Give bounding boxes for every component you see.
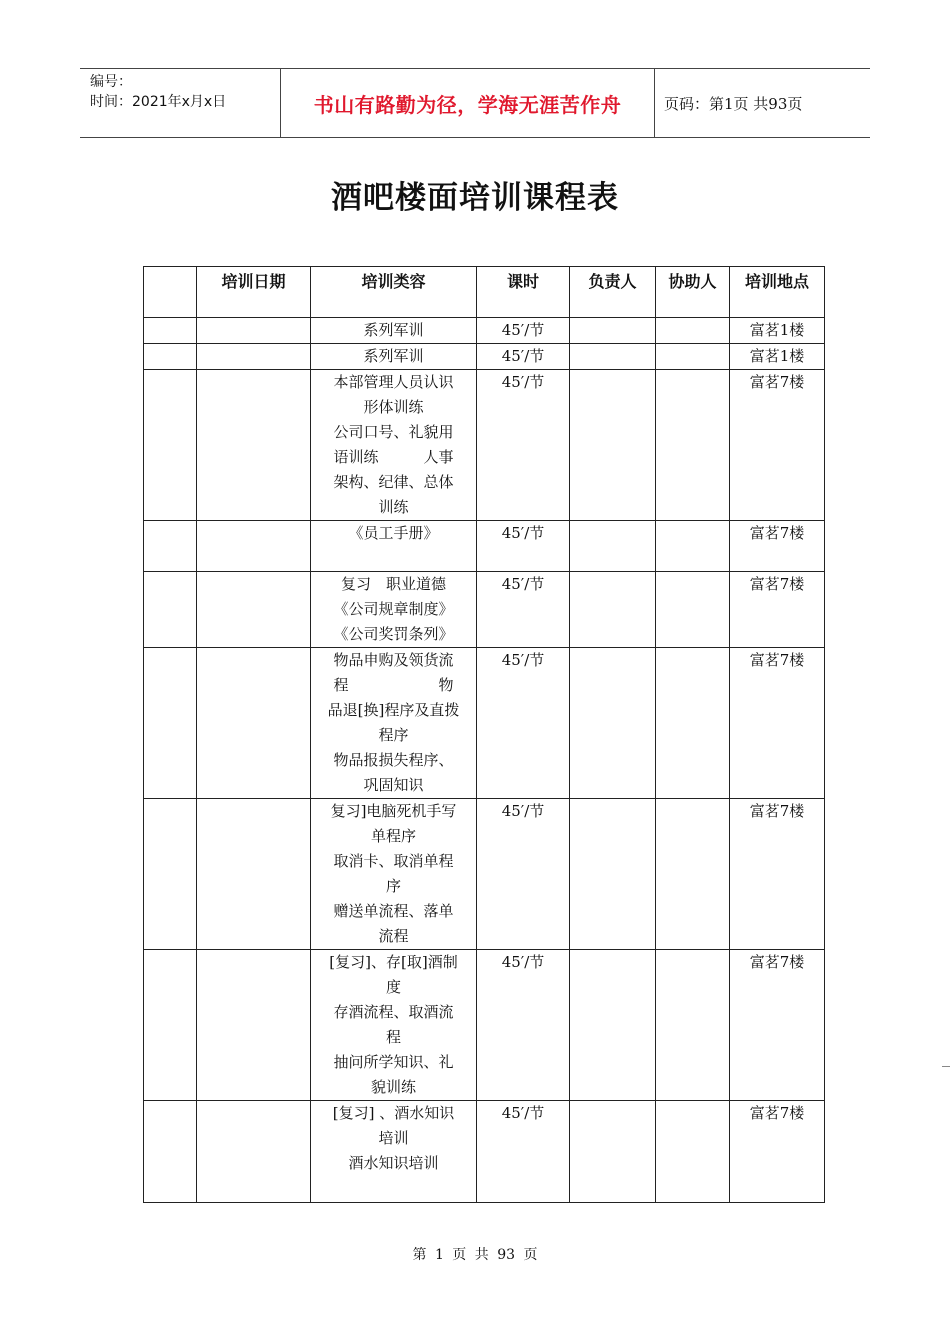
location-cell: 富茗7楼 — [730, 521, 825, 572]
hours-cell: 45′/节 — [477, 799, 570, 950]
index-cell — [144, 370, 197, 521]
column-header: 协助人 — [656, 267, 730, 318]
index-cell — [144, 344, 197, 370]
owner-cell — [570, 1101, 656, 1203]
location-cell: 富茗7楼 — [730, 799, 825, 950]
table-row — [144, 950, 825, 1101]
table-row — [144, 648, 825, 799]
document-title: 酒吧楼面培训课程表 — [331, 180, 619, 216]
date-cell — [197, 648, 311, 799]
hours-cell: 45′/节 — [477, 950, 570, 1101]
date-cell — [197, 572, 311, 648]
date-cell — [197, 344, 311, 370]
column-header — [144, 267, 197, 318]
hours-cell: 45′/节 — [477, 648, 570, 799]
table-row — [144, 370, 825, 521]
owner-cell — [570, 370, 656, 521]
content-cell: 物品申购及领货流 程 物 品退[换]程序及直拨 程序 物品报损失程序、 巩固知识 — [311, 648, 477, 799]
owner-cell — [570, 572, 656, 648]
assistant-cell — [656, 521, 730, 572]
owner-cell — [570, 521, 656, 572]
index-cell — [144, 799, 197, 950]
date-cell — [197, 521, 311, 572]
content-cell: 复习]电脑死机手写 单程序 取消卡、取消单程 序 赠送单流程、落单 流程 — [311, 799, 477, 950]
assistant-cell — [656, 572, 730, 648]
hours-cell: 45′/节 — [477, 370, 570, 521]
location-cell: 富茗1楼 — [730, 318, 825, 344]
content-cell: 《员工手册》 — [311, 521, 477, 572]
date-cell — [197, 799, 311, 950]
location-cell: 富茗7楼 — [730, 370, 825, 521]
hours-cell: 45′/节 — [477, 572, 570, 648]
index-cell — [144, 572, 197, 648]
location-cell: 富茗7楼 — [730, 1101, 825, 1203]
owner-cell — [570, 648, 656, 799]
date-cell — [197, 370, 311, 521]
location-cell: 富茗1楼 — [730, 344, 825, 370]
table-row — [144, 1101, 825, 1203]
owner-cell — [570, 344, 656, 370]
location-cell: 富茗7楼 — [730, 950, 825, 1101]
column-header: 课时 — [477, 267, 570, 318]
column-header: 培训类容 — [311, 267, 477, 318]
page-header — [80, 68, 870, 138]
assistant-cell — [656, 648, 730, 799]
owner-cell — [570, 950, 656, 1101]
column-header: 培训日期 — [197, 267, 311, 318]
date-cell — [197, 318, 311, 344]
location-cell: 富茗7楼 — [730, 648, 825, 799]
content-cell: 系列军训 — [311, 318, 477, 344]
hours-cell: 45′/节 — [477, 318, 570, 344]
owner-cell — [570, 799, 656, 950]
doc-number-label: 编号： — [90, 74, 132, 90]
column-header: 负责人 — [570, 267, 656, 318]
hours-cell: 45′/节 — [477, 344, 570, 370]
header-meta — [80, 69, 281, 137]
table-row — [144, 318, 825, 344]
table-header-row — [144, 267, 825, 318]
training-schedule-table — [143, 266, 825, 1203]
header-motto: 书山有路勤为径，学海无涯苦作舟 — [313, 92, 622, 117]
date-cell — [197, 950, 311, 1101]
index-cell — [144, 950, 197, 1101]
content-cell: 复习 职业道德 《公司规章制度》 《公司奖罚条列》 — [311, 572, 477, 648]
content-cell: 系列军训 — [311, 344, 477, 370]
table-row — [144, 572, 825, 648]
index-cell — [144, 318, 197, 344]
assistant-cell — [656, 1101, 730, 1203]
table-row — [144, 521, 825, 572]
hours-cell: 45′/节 — [477, 1101, 570, 1203]
doc-time-label: 时间：2021年x月x日 — [90, 94, 227, 110]
column-header: 培训地点 — [730, 267, 825, 318]
index-cell — [144, 521, 197, 572]
table-row — [144, 799, 825, 950]
page-footer: 第 1 页 共 93 页 — [412, 1247, 538, 1263]
hours-cell: 45′/节 — [477, 521, 570, 572]
assistant-cell — [656, 799, 730, 950]
index-cell — [144, 648, 197, 799]
table-row — [144, 344, 825, 370]
assistant-cell — [656, 950, 730, 1101]
content-cell: 本部管理人员认识 形体训练 公司口号、礼貌用 语训练 人事 架构、纪律、总体 训练 — [311, 370, 477, 521]
index-cell — [144, 1101, 197, 1203]
owner-cell — [570, 318, 656, 344]
header-page-info: 页码：第1页 共93页 — [664, 94, 803, 113]
content-cell: [复习] 、酒水知识 培训 酒水知识培训 — [311, 1101, 477, 1203]
assistant-cell — [656, 344, 730, 370]
location-cell: 富茗7楼 — [730, 572, 825, 648]
date-cell — [197, 1101, 311, 1203]
header-motto-cell — [281, 69, 655, 137]
margin-mark — [942, 1066, 950, 1067]
assistant-cell — [656, 318, 730, 344]
content-cell: [复习]、存[取]酒制 度 存酒流程、取酒流 程 抽问所学知识、礼 貌训练 — [311, 950, 477, 1101]
assistant-cell — [656, 370, 730, 521]
